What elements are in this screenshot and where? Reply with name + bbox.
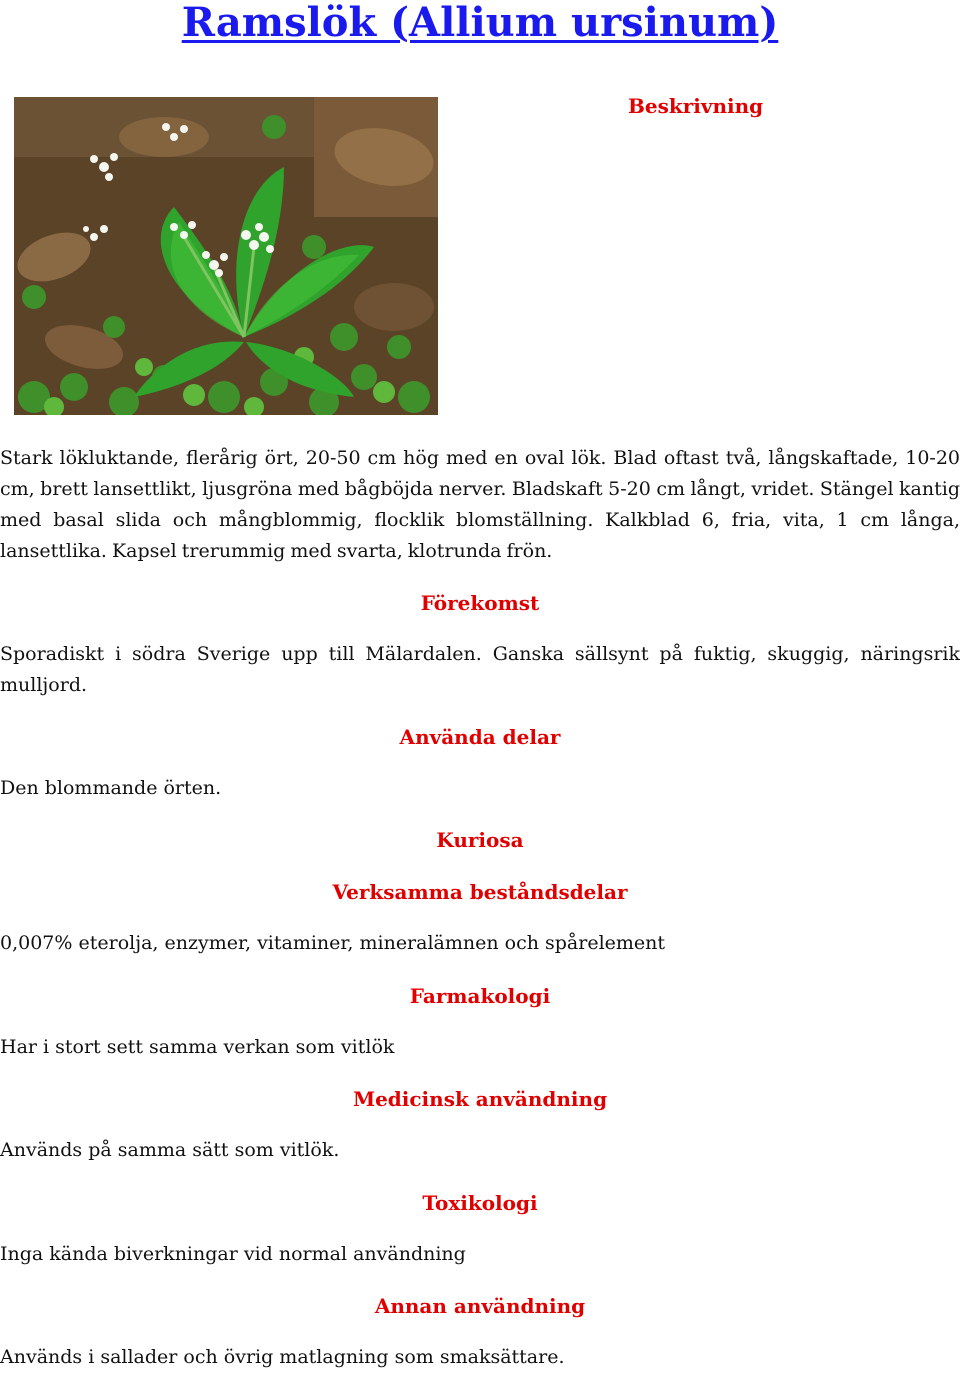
heading-toxikologi: Toxikologi — [422, 1191, 538, 1215]
heading-kuriosa: Kuriosa — [436, 828, 524, 852]
heading-forekomst: Förekomst — [420, 591, 540, 615]
text-toxikologi: Inga kända biverkningar vid normal användning — [0, 1243, 466, 1265]
text-annan: Används i sallader och övrig matlagning som smaksättare. — [0, 1346, 565, 1368]
text-beskrivning: Stark lökluktande, flerårig ört, 20-50 cm hög med en oval lök. Blad oftast två, långskaftade, 10-20 cm, brett lansettlikt, ljusgröna med bågböjda nerver. Bladskaft 5-20 cm långt, vridet. Stängel kantig med basal slida och mångblommig, flocklik blomställning. Kalkblad 6, fria, vita, 1 cm långa, lansettlika. Kapsel trerummig med svarta, klotrunda frön. — [0, 447, 960, 562]
heading-annan: Annan användning — [374, 1294, 586, 1318]
heading-anvanda-delar: Använda delar — [399, 725, 561, 749]
text-anvanda-delar: Den blommande örten. — [0, 777, 222, 799]
text-farmakologi: Har i stort sett samma verkan som vitlök — [0, 1036, 395, 1058]
text-forekomst: Sporadiskt i södra Sverige upp till Mälardalen. Ganska sällsynt på fuktig, skuggig, näringsrik mulljord. — [0, 643, 960, 696]
heading-farmakologi: Farmakologi — [409, 984, 551, 1008]
heading-beskrivning: Beskrivning — [628, 94, 764, 118]
heading-medicinsk: Medicinsk användning — [352, 1087, 608, 1111]
text-verksamma: 0,007% eterolja, enzymer, vitaminer, mineralämnen och spårelement — [0, 932, 666, 954]
heading-verksamma: Verksamma beståndsdelar — [332, 880, 628, 904]
page-title[interactable]: Ramslök (Allium ursinum) — [181, 0, 779, 46]
text-medicinsk: Används på samma sätt som vitlök. — [0, 1139, 340, 1161]
plant-photo — [14, 97, 438, 415]
